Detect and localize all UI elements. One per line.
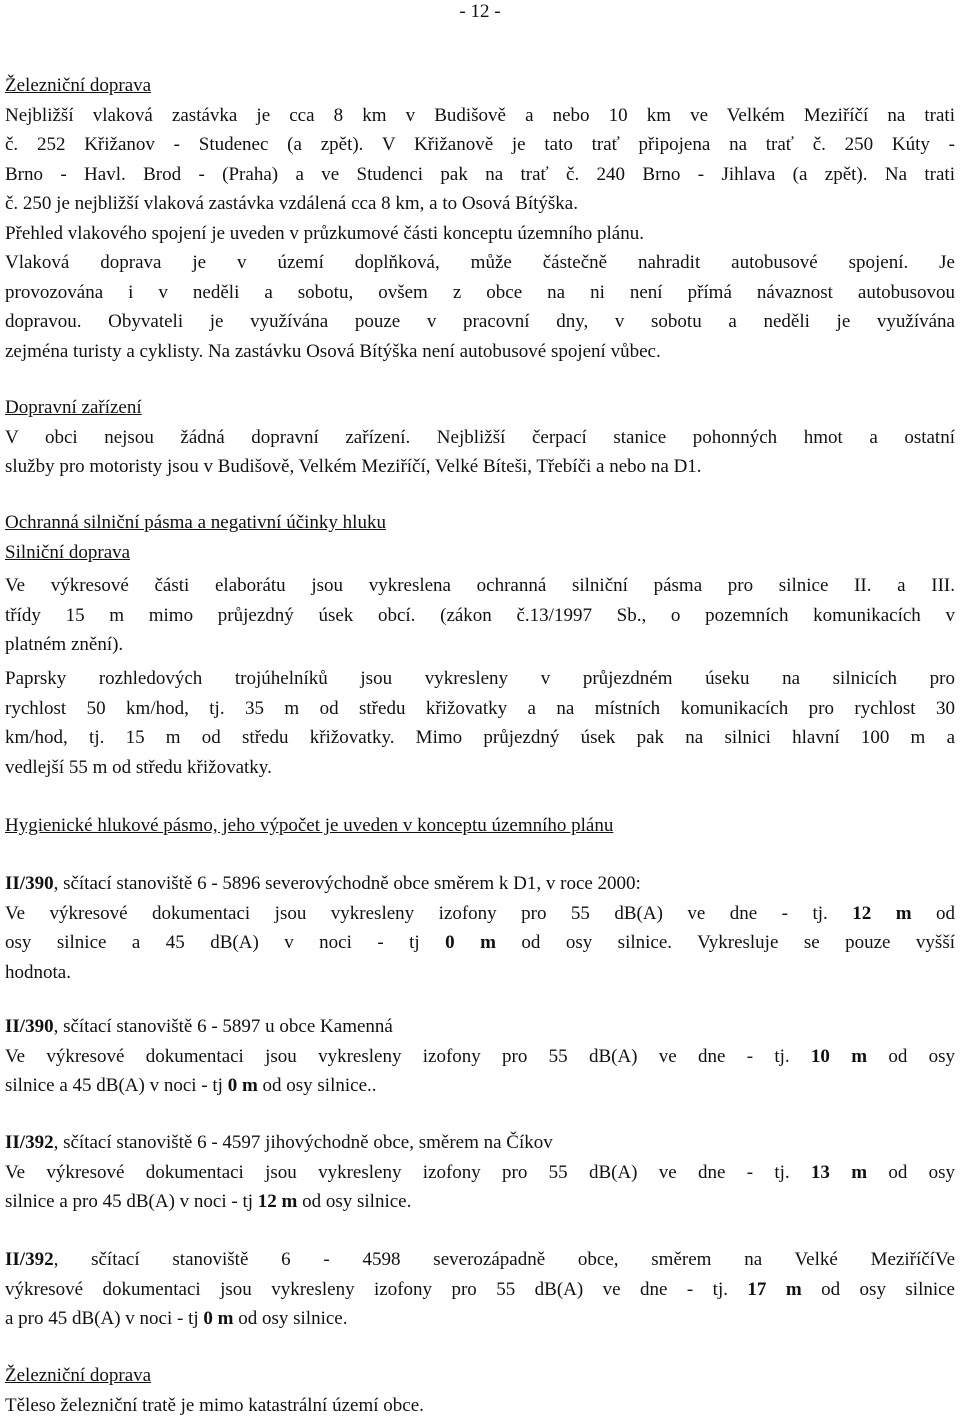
rail-line: provozována i v neděli a sobotu, ovšem z obce na ni není přímá návaznost autobusovou	[5, 281, 955, 303]
rail-section	[5, 71, 955, 366]
road-code: II/392	[5, 1249, 54, 1270]
station-text: od osy silnice. Vykresluje se pouze vyšší	[495, 932, 955, 953]
road-code: II/390	[5, 1016, 54, 1037]
station-text: od osy silnice.	[233, 1308, 348, 1329]
station-text: od osy	[867, 1161, 956, 1183]
station-text: Ve výkresové dokumentaci jsou vykresleny izofony pro 55 dB(A) ve dne - tj.	[5, 1045, 811, 1067]
station-title: , sčítací stanoviště 6 - 4597 jihovýchodně obce, směrem na Číkov	[53, 1132, 553, 1153]
noise-station-1	[5, 869, 955, 987]
distance-value: 10 m	[810, 1045, 868, 1067]
noise-heading: Hygienické hlukové pásmo, jeho výpočet je uveden v konceptu územního plánu	[5, 815, 614, 836]
facilities-section	[5, 393, 955, 482]
protection-line: km/hod, tj. 15 m od středu křižovatky. Mimo průjezdný úsek pak na silnici hlavní 100 m a	[5, 727, 955, 748]
protection-line: rychlost 50 km/hod, tj. 35 m od středu křižovatky a na místních komunikacích pro rychlost 30	[5, 697, 955, 719]
protection-subheading: Silniční doprava	[5, 541, 131, 563]
protection-section	[5, 508, 955, 567]
page-number: - 12 -	[459, 1, 501, 22]
rail-line: Přehled vlakového spojení je uveden v průzkumové části konceptu územního plánu.	[5, 222, 644, 244]
protection-paragraph-2	[5, 664, 955, 782]
station-text: výkresové dokumentaci jsou vykresleny izofony pro 55 dB(A) ve dne - tj.	[5, 1278, 748, 1300]
protection-line: Paprsky rozhledových trojúhelníků jsou vykresleny v průjezdném úseku na silnicích pro	[5, 668, 955, 689]
station-text: od	[911, 902, 956, 924]
rail-line: zejména turisty a cyklisty. Na zastávku Osová Bítýška není autobusové spojení vůbec.	[5, 340, 661, 362]
station-text: hodnota.	[5, 961, 71, 983]
station-title: , sčítací stanoviště 6 - 5897 u obce Kamenná	[53, 1016, 393, 1037]
protection-line: platném znění).	[5, 634, 124, 655]
station-text: Ve výkresové dokumentaci jsou vykresleny izofony pro 55 dB(A) ve dne - tj.	[5, 1161, 811, 1183]
distance-value: 0 m	[445, 932, 496, 953]
distance-value: 17 m	[747, 1278, 802, 1300]
road-code: II/392	[5, 1132, 54, 1153]
facilities-line: V obci nejsou žádná dopravní zařízení. Nejbližší čerpací stanice pohonných hmot a ostatní	[5, 426, 955, 448]
station-text: Ve výkresové dokumentaci jsou vykresleny izofony pro 55 dB(A) ve dne - tj.	[5, 902, 853, 924]
protection-line: Ve výkresové části elaborátu jsou vykreslena ochranná silniční pásma pro silnice II. a III.	[5, 575, 955, 596]
station-text: osy silnice a 45 dB(A) v noci - tj	[5, 932, 446, 953]
noise-station-3	[5, 1128, 955, 1217]
facilities-line: služby pro motoristy jsou v Budišově, Velkém Meziříčí, Velké Bíteši, Třebíči a nebo na D1.	[5, 456, 702, 477]
station-title: , sčítací stanoviště 6 - 4598 severozápadně obce, směrem na Velké MeziříčíVe	[53, 1249, 955, 1270]
distance-value: 0 m	[203, 1308, 234, 1329]
rail2-heading: Železniční doprava	[5, 1365, 152, 1386]
rail-line: Nejbližší vlaková zastávka je cca 8 km v Budišově a nebo 10 km ve Velkém Meziříčí na trati	[5, 104, 955, 126]
protection-heading: Ochranná silniční pásma a negativní účinky hluku	[5, 512, 386, 533]
rail-line: Vlaková doprava je v území doplňková, může částečně nahradit autobusové spojení. Je	[5, 252, 955, 273]
protection-paragraph-1	[5, 571, 955, 660]
noise-station-4	[5, 1245, 955, 1334]
road-code: II/390	[5, 873, 54, 894]
distance-value: 0 m	[227, 1075, 258, 1096]
distance-value: 12 m	[257, 1191, 298, 1212]
rail-line: č. 252 Křižanov - Studenec (a zpět). V Křižanově je tato trať připojena na trať č. 250 Kúty -	[5, 134, 955, 155]
station-text: od osy silnice	[801, 1278, 955, 1300]
station-text: a pro 45 dB(A) v noci - tj	[5, 1308, 204, 1329]
distance-value: 12 m	[852, 902, 912, 924]
station-text: silnice a 45 dB(A) v noci - tj	[5, 1075, 228, 1096]
rail-line: dopravou. Obyvateli je využívána pouze v pracovní dny, v sobotu a neděli je využívána	[5, 311, 955, 332]
rail-heading: Železniční doprava	[5, 75, 152, 96]
station-text: od osy silnice..	[257, 1075, 377, 1096]
rail2-line: Těleso železniční tratě je mimo katastrální území obce.	[5, 1394, 424, 1416]
station-text: silnice a pro 45 dB(A) v noci - tj	[5, 1191, 258, 1212]
noise-station-2	[5, 1012, 955, 1101]
rail-line: č. 250 je nejbližší vlaková zastávka vzdálená cca 8 km, a to Osová Bítýška.	[5, 193, 578, 214]
station-text: od osy silnice.	[297, 1191, 412, 1212]
noise-heading-block	[5, 811, 955, 841]
rail-line: Brno - Havl. Brod - (Praha) a ve Studenci pak na trať č. 240 Brno - Jihlava (a zpět). Na trati	[5, 163, 955, 185]
distance-value: 13 m	[810, 1161, 868, 1183]
station-title: , sčítací stanoviště 6 - 5896 severovýchodně obce směrem k D1, v roce 2000:	[53, 873, 641, 894]
station-text: od osy	[867, 1045, 956, 1067]
facilities-heading: Dopravní zařízení	[5, 397, 142, 418]
protection-line: vedlejší 55 m od středu křižovatky.	[5, 756, 272, 778]
protection-line: třídy 15 m mimo průjezdný úsek obcí. (zákon č.13/1997 Sb., o pozemních komunikacích v	[5, 604, 955, 626]
rail2-section	[5, 1361, 955, 1420]
